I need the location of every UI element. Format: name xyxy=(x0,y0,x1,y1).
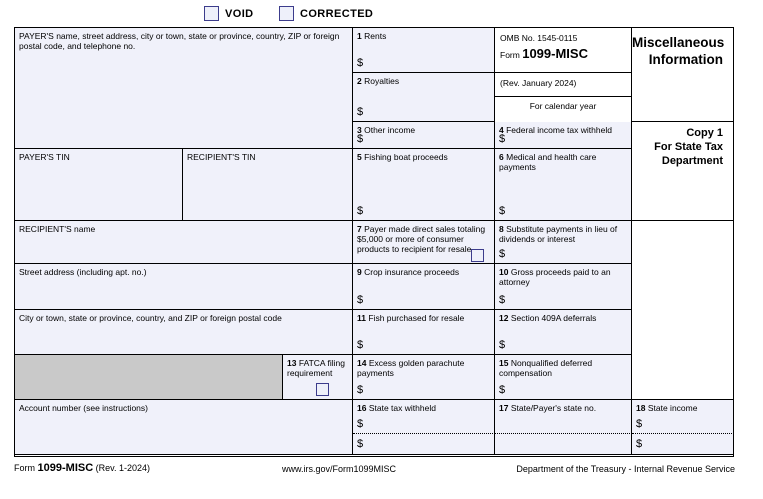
box-13-label: FATCA filing requirement xyxy=(287,358,345,378)
corrected-label: CORRECTED xyxy=(300,7,374,20)
box-5-currency: $ xyxy=(357,205,364,217)
box-16-number: 16 xyxy=(357,403,367,413)
box-1-header xyxy=(353,28,494,41)
box-15-header xyxy=(495,355,631,378)
box-13-cell[interactable] xyxy=(283,355,352,400)
box-2-cell[interactable] xyxy=(352,73,494,122)
payer-tin-cell[interactable] xyxy=(15,149,183,221)
copy-line3: Department xyxy=(661,155,723,167)
box-16-currency-1: $ xyxy=(357,418,364,430)
box-6-cell[interactable] xyxy=(494,149,631,221)
box-11-label: Fish purchased for resale xyxy=(368,313,465,323)
box-7-label: Payer made direct sales totaling $5,000 or more of consumer products to recipient for resale xyxy=(357,224,486,254)
account-number-cell[interactable] xyxy=(15,400,352,455)
box-12-header xyxy=(495,310,631,323)
box-4-header xyxy=(495,122,631,135)
void-checkbox[interactable] xyxy=(204,6,219,21)
form-body xyxy=(14,27,734,457)
box-13-number: 13 xyxy=(287,358,297,368)
box-6-currency: $ xyxy=(499,205,506,217)
box-18-number: 18 xyxy=(636,403,646,413)
void-group xyxy=(204,6,254,21)
box-2-label: Royalties xyxy=(364,76,400,86)
box-11-cell[interactable] xyxy=(352,310,494,355)
misc-info-line1: Miscellaneous xyxy=(632,35,725,50)
box-2-number: 2 xyxy=(357,76,362,86)
box-14-number: 14 xyxy=(357,358,367,368)
box-14-header xyxy=(353,355,494,378)
copy-line2: For State Tax xyxy=(654,141,723,153)
recipient-name-label: RECIPIENT'S name xyxy=(19,224,96,234)
box-5-cell[interactable] xyxy=(352,149,494,221)
box-15-label: Nonqualified deferred compensation xyxy=(499,358,593,378)
fatca-checkbox[interactable] xyxy=(316,383,329,396)
box-10-currency: $ xyxy=(499,294,506,306)
misc-info-line2: Information xyxy=(648,52,723,67)
box-2-currency: $ xyxy=(357,106,364,118)
revision-label: (Rev. January 2024) xyxy=(500,78,577,88)
omb-form-name: 1099-MISC xyxy=(522,46,588,61)
box-4-label: Federal income tax withheld xyxy=(506,125,612,135)
box-9-header xyxy=(353,264,494,277)
box-16-currency-2: $ xyxy=(357,438,364,450)
box-5-header xyxy=(353,149,494,162)
revision-cell xyxy=(494,73,631,97)
box-18-cell[interactable] xyxy=(631,400,733,455)
payer-address-label: PAYER'S name, street address, city or town, state or province, country, ZIP or foreign postal code, and telephone no. xyxy=(19,31,340,51)
void-label: VOID xyxy=(225,7,254,20)
box-14-currency: $ xyxy=(357,384,364,396)
box-15-cell[interactable] xyxy=(494,355,631,400)
box-15-number: 15 xyxy=(499,358,509,368)
box-3-currency: $ xyxy=(357,133,364,145)
box-7-checkbox[interactable] xyxy=(471,249,484,262)
recipient-tin-cell[interactable] xyxy=(183,149,352,221)
box-16-label: State tax withheld xyxy=(368,403,436,413)
box-12-cell[interactable] xyxy=(494,310,631,355)
box-12-label: Section 409A deferrals xyxy=(510,313,597,323)
box-11-header xyxy=(353,310,494,323)
footer-form-name: 1099-MISC xyxy=(37,462,94,474)
box-18-currency-2: $ xyxy=(636,438,643,450)
footer-department: Department of the Treasury - Internal Revenue Service xyxy=(516,464,735,474)
box-18-header xyxy=(632,400,733,413)
box-9-label: Crop insurance proceeds xyxy=(364,267,460,277)
box-14-cell[interactable] xyxy=(352,355,494,400)
corrected-group xyxy=(279,6,373,21)
box-10-label: Gross proceeds paid to an attorney xyxy=(499,267,611,287)
copy-title-cell xyxy=(631,122,733,221)
box-7-number: 7 xyxy=(357,224,362,234)
box-12-number: 12 xyxy=(499,313,509,323)
payer-tin-label: PAYER'S TIN xyxy=(19,152,70,162)
omb-form-word: Form xyxy=(500,50,520,60)
box-9-number: 9 xyxy=(357,267,362,277)
void-corrected-bar xyxy=(14,6,749,26)
copy-line1: Copy 1 xyxy=(686,127,723,139)
box-16-header xyxy=(353,400,494,413)
box-17-number: 17 xyxy=(499,403,509,413)
footer-revision: (Rev. 1-2024) xyxy=(95,463,151,473)
box-13-header xyxy=(283,355,352,378)
omb-number: OMB No. 1545-0115 xyxy=(500,33,578,43)
box-5-label: Fishing boat proceeds xyxy=(364,152,448,162)
box-3-header xyxy=(353,122,494,135)
box-2-header xyxy=(353,73,494,86)
box-9-currency: $ xyxy=(357,294,364,306)
box-17-label: State/Payer's state no. xyxy=(510,403,597,413)
recipient-street-cell[interactable] xyxy=(15,264,352,310)
box-16-cell[interactable] xyxy=(352,400,494,455)
calendar-year-label: For calendar year xyxy=(529,101,597,111)
box-1-currency: $ xyxy=(357,57,364,69)
box-6-number: 6 xyxy=(499,152,504,162)
corrected-checkbox[interactable] xyxy=(279,6,294,21)
box-8-cell[interactable] xyxy=(494,221,631,264)
box-4-currency: $ xyxy=(499,133,506,145)
omb-cell xyxy=(494,28,631,73)
box-3-label: Other income xyxy=(364,125,416,135)
box-4-number: 4 xyxy=(499,125,504,135)
box-4-cell[interactable] xyxy=(494,122,631,149)
box-10-header xyxy=(495,264,631,287)
box-11-currency: $ xyxy=(357,339,364,351)
recipient-name-cell[interactable] xyxy=(15,221,352,264)
account-number-label: Account number (see instructions) xyxy=(19,403,148,413)
misc-info-title-cell xyxy=(631,28,733,122)
box-17-header xyxy=(495,400,631,413)
footer-form-id xyxy=(14,462,150,474)
recipient-city-cell[interactable] xyxy=(15,310,352,355)
box-6-header xyxy=(495,149,631,172)
footer-form-word: Form xyxy=(14,463,35,473)
box-6-label: Medical and health care payments xyxy=(499,152,597,172)
box-3-cell[interactable] xyxy=(352,122,494,149)
box-8-number: 8 xyxy=(499,224,504,234)
gray-filler-block xyxy=(15,355,283,400)
footer-url[interactable]: www.irs.gov/Form1099MISC xyxy=(282,464,397,474)
box-16-divider xyxy=(353,433,494,434)
box-8-currency: $ xyxy=(499,248,506,260)
box-11-number: 11 xyxy=(357,313,366,323)
box-1-number: 1 xyxy=(357,31,362,41)
box-14-label: Excess golden parachute payments xyxy=(357,358,465,378)
omb-form-line xyxy=(495,48,631,65)
recipient-city-label: City or town, state or province, country, and ZIP or foreign postal code xyxy=(19,313,282,323)
box-12-currency: $ xyxy=(499,339,506,351)
box-17-cell[interactable] xyxy=(494,400,631,455)
box-18-divider xyxy=(632,433,733,434)
box-15-currency: $ xyxy=(499,384,506,396)
box-8-label: Substitute payments in lieu of dividends or interest xyxy=(499,224,618,244)
blank-right-cell xyxy=(631,221,733,400)
box-1-label: Rents xyxy=(364,31,387,41)
box-18-label: State income xyxy=(647,403,698,413)
box-10-cell[interactable] xyxy=(494,264,631,310)
box-3-number: 3 xyxy=(357,125,362,135)
box-5-number: 5 xyxy=(357,152,362,162)
box-7-cell[interactable] xyxy=(352,221,494,264)
box-17-divider xyxy=(495,433,631,434)
recipient-street-label: Street address (including apt. no.) xyxy=(19,267,147,277)
recipient-tin-label: RECIPIENT'S TIN xyxy=(187,152,256,162)
box-8-header xyxy=(495,221,631,244)
box-10-number: 10 xyxy=(499,267,509,277)
box-9-cell[interactable] xyxy=(352,264,494,310)
box-18-currency-1: $ xyxy=(636,418,643,430)
payer-address-cell[interactable] xyxy=(15,28,352,149)
box-1-cell[interactable] xyxy=(352,28,494,73)
